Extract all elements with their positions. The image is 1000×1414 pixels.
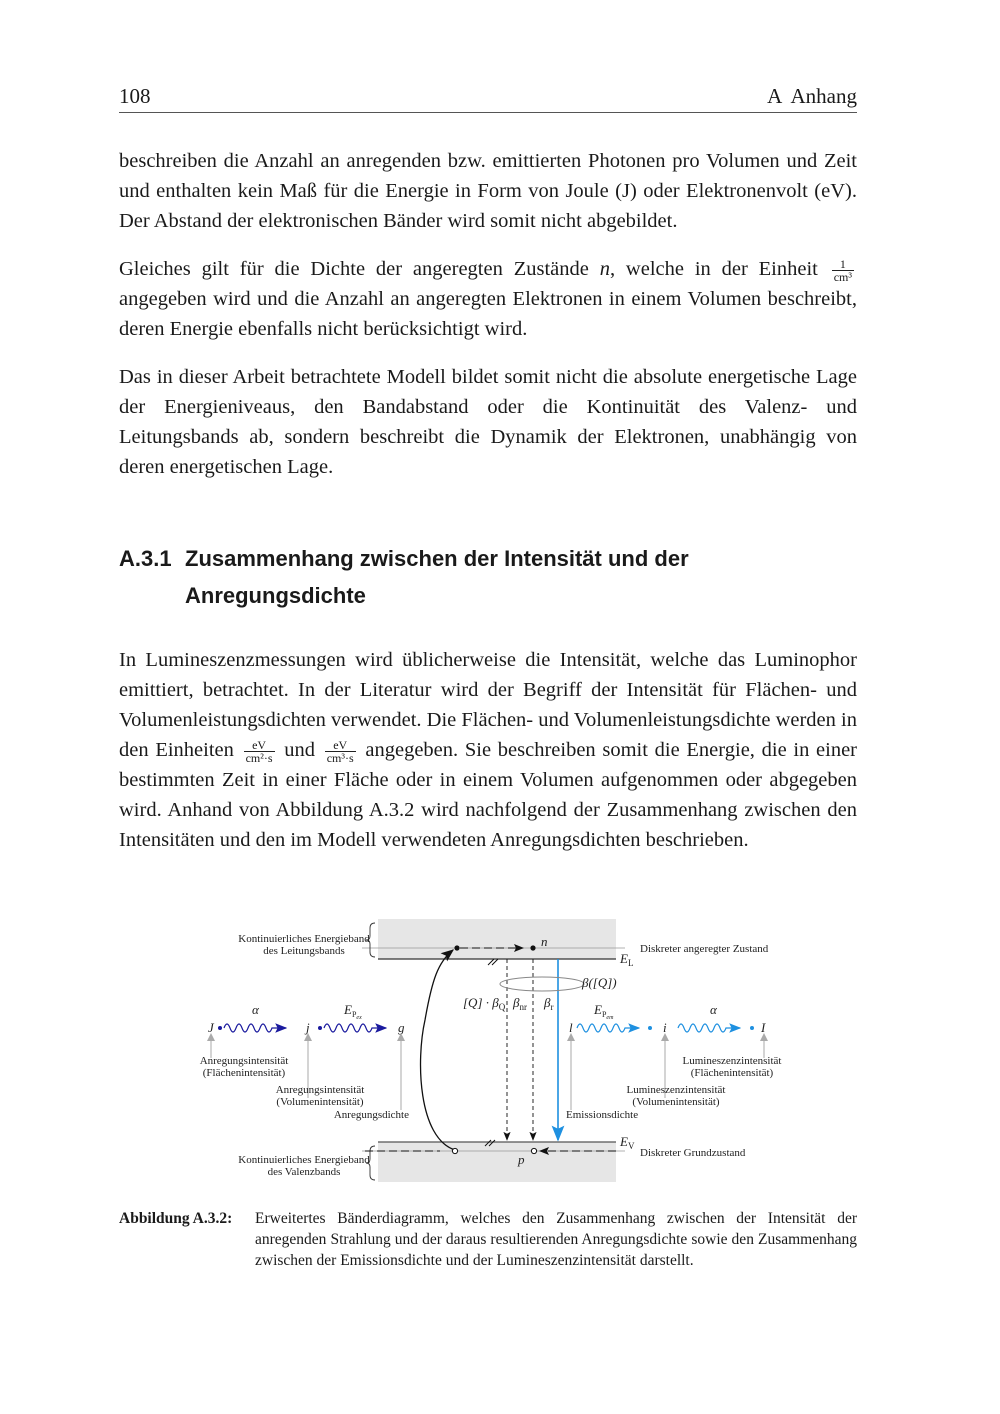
svg-text:(Flächenintensität): (Flächenintensität)	[202, 1067, 286, 1079]
svg-text:i: i	[663, 1020, 667, 1035]
break-mark-icon	[488, 959, 498, 965]
svg-text:(Volumenintensität): (Volumenintensität)	[276, 1096, 364, 1108]
section-number: A.3.1	[119, 546, 172, 571]
svg-text:des Leitungsbands: des Leitungsbands	[263, 945, 345, 957]
chapter-title: A Anhang	[767, 84, 857, 108]
band-diagram-figure	[180, 910, 820, 1190]
caption-text: Erweitertes Bänderdiagramm, welches den Zusammenhang zwischen der Intensität der anregenden Strahlung und der daraus resultierenden Anregungsdichte sowie den Zusammenhang zwischen der Emissionsdichte und der Lumineszenzintensität darstellt.	[255, 1210, 857, 1269]
paragraph-2	[119, 254, 857, 344]
svg-text:I: I	[761, 1020, 766, 1035]
svg-text:EPex: $E_Pex$	[344, 1002, 362, 1021]
svg-text:des Valenzbands: des Valenzbands	[267, 1166, 341, 1178]
svg-text:EV: $E_V$	[620, 1134, 635, 1151]
paragraph-3: Das in dieser Arbeit betrachtete Modell bildet somit nicht die absolute energetische Lage der Energieniveaus, den Bandabstand oder die Kontinuität des Valenz- und Leitungsbands ab, sondern beschreibt die Dynamik der Elektronen, unabhängig von deren energetischen Lage.	[119, 366, 857, 478]
svg-text:(Flächenintensität): (Flächenintensität)	[690, 1067, 774, 1079]
caption-label: Abbildung A.3.2:	[119, 1210, 233, 1227]
valence-band	[378, 1142, 616, 1182]
svg-text:β([Q]): β([Q])	[582, 975, 617, 990]
svg-text:α: α	[710, 1002, 717, 1017]
svg-text:(Volumenintensität): (Volumenintensität)	[632, 1096, 720, 1108]
paragraph-1: beschreiben die Anzahl an anregenden bzw. emittierten Photonen pro Volumen und Zeit und enthalten kein Maß für die Energie in Form von Joule (J) oder Elektronenvolt (eV). Der Abstand der elektronischen Bänder wird somit nicht abgebildet.	[119, 150, 857, 232]
svg-text:l: l	[569, 1020, 573, 1035]
svg-text:J: J	[208, 1020, 214, 1035]
excitation-wave	[224, 1024, 286, 1032]
conduction-band	[378, 919, 616, 959]
text: angegeben wird und die Anzahl an angeregten Elektronen in einem Volumen beschreibt, deren Energie ebenfalls nicht berücksichtigt wird.	[119, 288, 857, 340]
svg-text:g: g	[398, 1020, 405, 1035]
excitation-arrow	[421, 950, 455, 1150]
band-diagram	[180, 910, 820, 1190]
svg-text:EL: $E_L$	[620, 951, 634, 968]
svg-text:α: α	[252, 1002, 259, 1017]
text: , welche in der Einheit	[609, 258, 818, 280]
excitation-wave	[324, 1024, 386, 1032]
svg-text:Diskreter Grundzustand: Diskreter Grundzustand	[640, 1147, 746, 1159]
svg-text:Kontinuierliches Energieband: Kontinuierliches Energieband	[238, 1154, 370, 1166]
paragraph-4: In Lumineszenzmessungen wird üblicherweise die Intensität, welche das Luminophor emittiert, betrachtet. In der Literatur wird der Begriff der Intensität für Flächen- und Volumenleistungsdichten verwendet. Die Flächen- und Volumenleistungsdichte werden in den Einheiten $\frac{eV}{\text{cm²·s}}$ und $\frac{eV}{\text{cm³·s}}$ angegeben. Sie beschreiben somit die Energie, die in einer bestimmten Zeit in einer Fläche oder in einem Volumen aufgenommen oder abgegeben wird. Anhand von Abbildung A.3.2 wird nachfolgend der Zusammenhang zwischen den Intensitäten und den im Modell verwendeten Anregungsdichten beschrieben.	[119, 649, 858, 851]
svg-text:n: n	[541, 934, 548, 949]
svg-text:Anregungsintensität: Anregungsintensität	[275, 1084, 365, 1096]
page-header	[119, 84, 857, 113]
emission-wave	[577, 1024, 639, 1032]
svg-text:Emissionsdichte: Emissionsdichte	[566, 1109, 639, 1121]
svg-text:p: p	[518, 1152, 525, 1167]
svg-text:Diskreter angeregter Zustand: Diskreter angeregter Zustand	[640, 943, 769, 955]
page-number: 108	[119, 84, 151, 108]
unit-fraction: $\frac{1}{\text{cm³}}$	[833, 256, 852, 284]
svg-text:Lumineszenzintensität: Lumineszenzintensität	[682, 1055, 782, 1067]
svg-text:βr: $\beta_r$	[544, 995, 554, 1012]
svg-text:Anregungsintensität: Anregungsintensität	[199, 1055, 289, 1067]
svg-text:βnr: $\beta_{nr}$	[513, 995, 527, 1012]
unit-fraction: $\frac{eV}{\text{cm²·s}}$	[245, 737, 273, 765]
emission-wave	[678, 1024, 740, 1032]
svg-text:Anregungsdichte: Anregungsdichte	[333, 1109, 409, 1121]
unit-fraction: $\frac{eV}{\text{cm³·s}}$	[326, 737, 354, 765]
svg-text:j: j	[306, 1020, 310, 1035]
svg-text:Kontinuierliches Energieband: Kontinuierliches Energieband	[238, 933, 370, 945]
section-title: Zusammenhang zwischen der Intensität und der Anregungsdichte	[185, 546, 689, 608]
svg-text:Lumineszenzintensität: Lumineszenzintensität	[626, 1084, 726, 1096]
variable-n: n	[599, 258, 610, 280]
text: Gleiches gilt für die Dichte der angeregten Zustände	[119, 258, 600, 280]
svg-text:[Q] · βQ: $[Q] \cdot \beta_Q$	[463, 995, 506, 1012]
svg-text:EPem: $E_Pem$	[594, 1002, 614, 1021]
